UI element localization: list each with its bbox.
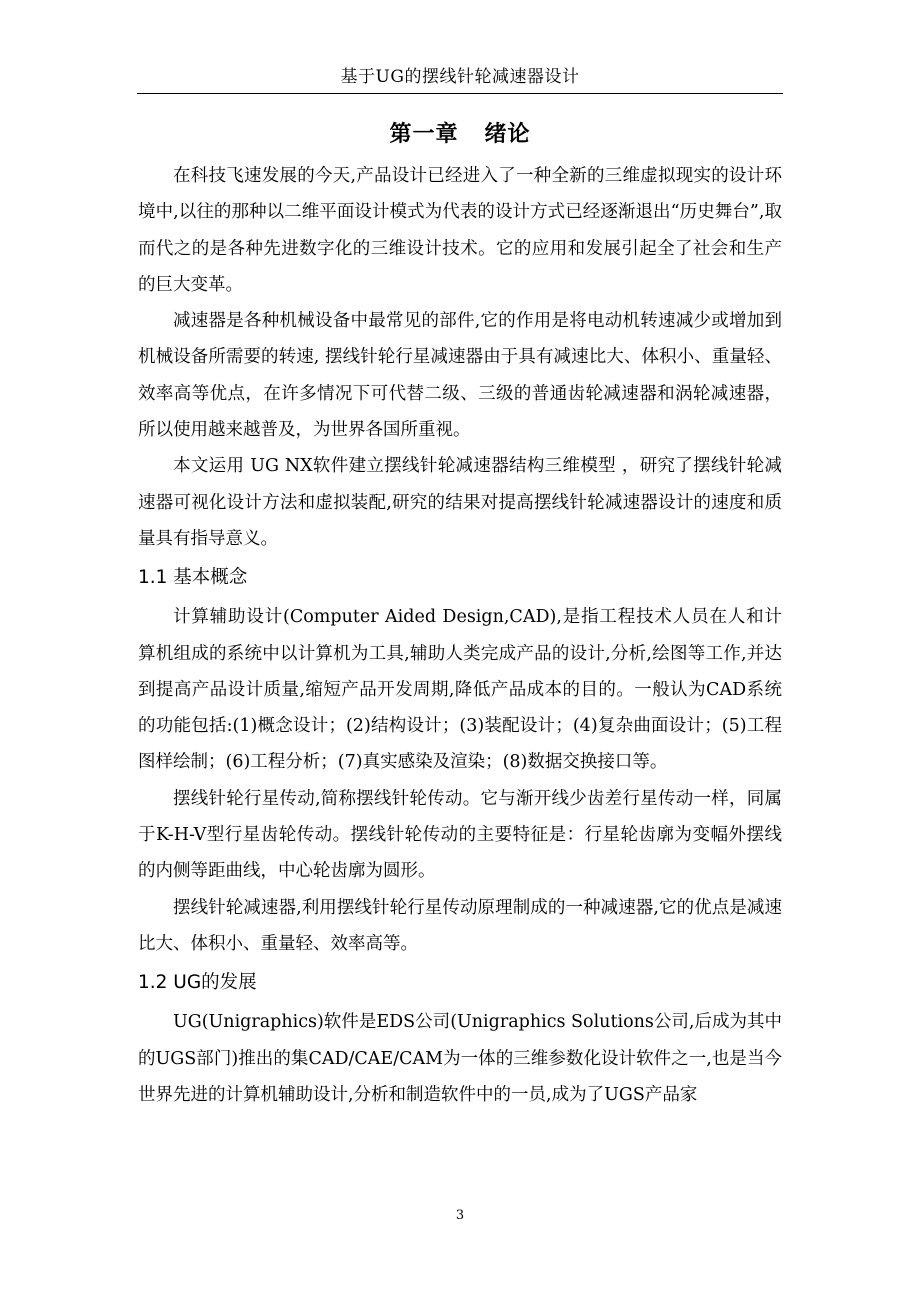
- intro-paragraph-3: 本文运用 UG NX软件建立摆线针轮减速器结构三维模型 ，研究了摆线针轮减速器可视化设计方法和虚拟装配,研究的结果对提高摆线针轮减速器设计的速度和质量具有指导意义。: [138, 456, 782, 549]
- section-1-2-paragraph-1: UG(Unigraphics)软件是EDS公司(Unigraphics Solutions公司,后成为其中的UGS部门)推出的集CAD/CAE/CAM为一体的三维参数化设计软件之一,也是当今世界先进的计算机辅助设计,分析和制造软件中的一员,成为了UGS产品家: [138, 1012, 782, 1105]
- intro-paragraph-1: 在科技飞速发展的今天,产品设计已经进入了一种全新的三维虚拟现实的设计环境中,以往的那种以二维平面设计模式为代表的设计方式已经逐渐退出“历史舞台”,取而代之的是各种先进数字化的三维设计技术。它的应用和发展引起全了社会和生产的巨大变革。: [138, 166, 782, 295]
- section-1-1-paragraph-3: 摆线针轮减速器,利用摆线针轮行星传动原理制成的一种减速器,它的优点是减速比大、体积小、重量轻、效率高等。: [138, 897, 782, 954]
- page-body: [138, 120, 782, 1113]
- header-rule: [137, 93, 783, 94]
- intro-paragraph-2: 减速器是各种机械设备中最常见的部件,它的作用是将电动机转速减少或增加到机械设备所需要的转速, 摆线针轮行星减速器由于具有减速比大、体积小、重量轻、效率高等优点，在许多情况下可代替二级、三级的普通齿轮减速器和涡轮减速器，所以使用越来越普及，为世界各国所重视。: [138, 311, 782, 441]
- section-1-1-paragraph-1: 计算辅助设计(Computer Aided Design,CAD),是指工程技术人员在人和计算机组成的系统中以计算机为工具,辅助人类完成产品的设计,分析,绘图等工作,并达到提高产品设计质量,缩短产品开发周期,降低产品成本的目的。一般认为CAD系统的功能包括:(1)概念设计；(2)结构设计；(3)装配设计；(4)复杂曲面设计；(5)工程图样绘制；(6)工程分析；(7)真实感染及渲染；(8)数据交换接口等。: [138, 607, 782, 773]
- section-1-1-paragraph-2: 摆线针轮行星传动,简称摆线针轮传动。它与渐开线少齿差行星传动一样，同属于K-H-V型行星齿轮传动。摆线针轮传动的主要特征是：行星轮齿廓为变幅外摆线的内侧等距曲线，中心轮齿廓为圆形。: [138, 788, 782, 882]
- section-heading-1-2: 1.2 UG的发展: [138, 972, 257, 994]
- chapter-title: 第一章 绪论: [389, 122, 531, 147]
- page-number: 3: [455, 1208, 465, 1223]
- section-heading-1-1: 1.1 基本概念: [138, 567, 248, 589]
- running-header: 基于UG的摆线针轮减速器设计: [340, 67, 580, 87]
